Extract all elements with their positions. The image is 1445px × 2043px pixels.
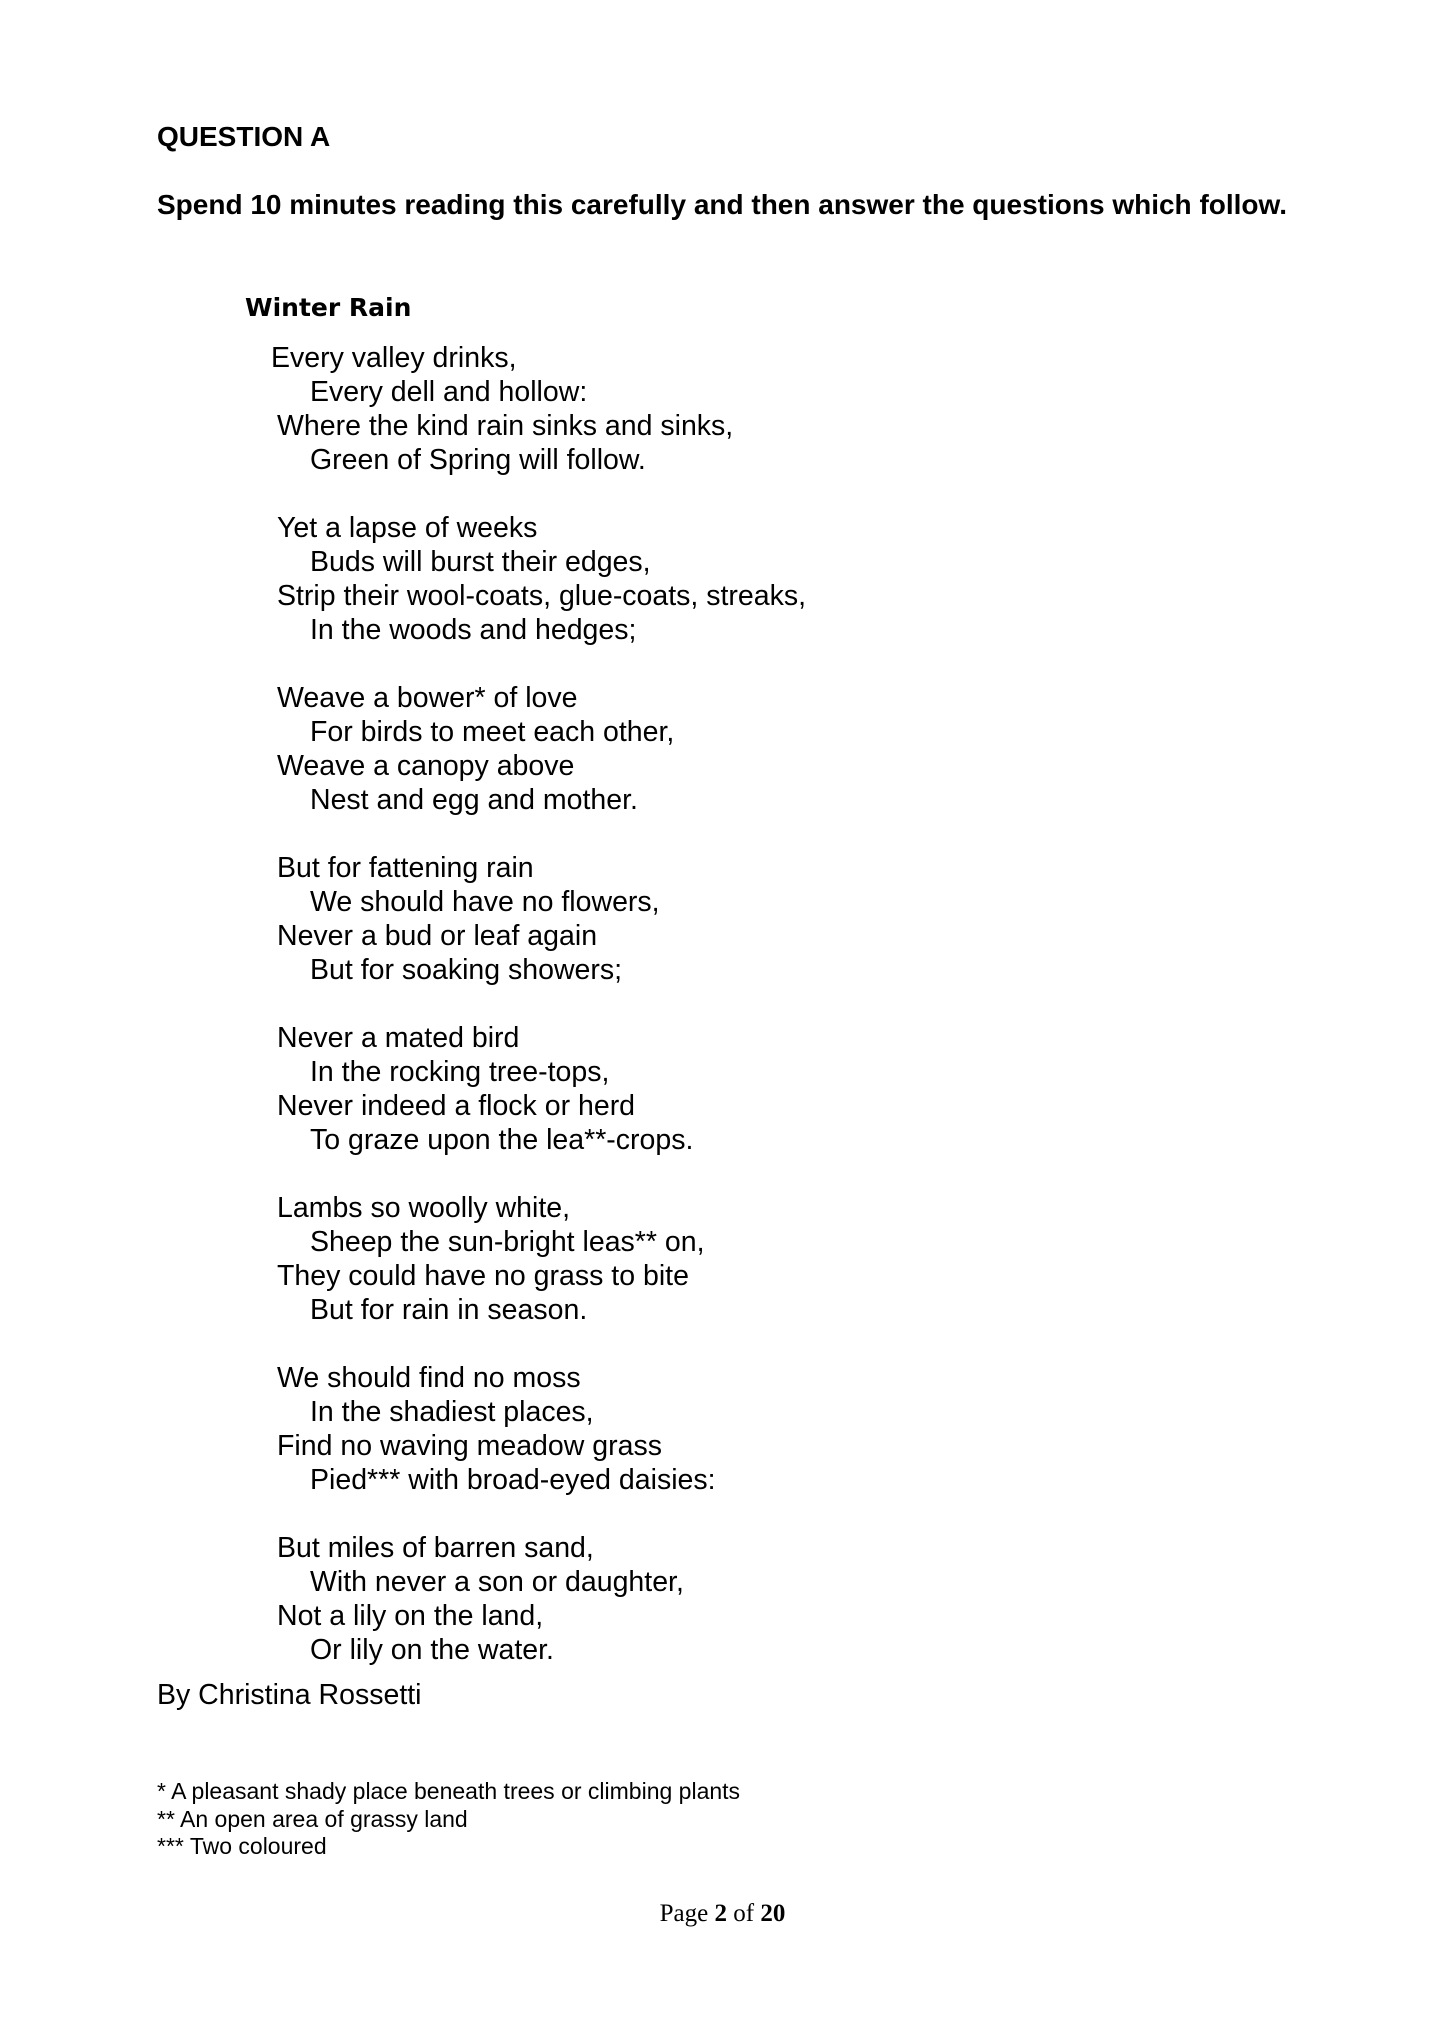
page-total: 20: [760, 1900, 786, 1927]
stanza: [277, 511, 806, 647]
poem-line: Nest and egg and mother.: [310, 784, 638, 816]
page-current: 2: [714, 1900, 728, 1927]
stanza: [277, 1531, 806, 1667]
poem-title: Winter Rain: [245, 293, 412, 322]
poem-line: Strip their wool-coats, glue-coats, streaks,: [277, 580, 807, 612]
poem-line: Green of Spring will follow.: [310, 444, 646, 476]
poem-line: Every dell and hollow:: [310, 376, 588, 408]
poem-author: By Christina Rossetti: [157, 1679, 422, 1711]
poem-line: Yet a lapse of weeks: [277, 512, 538, 544]
footnote: *** Two coloured: [157, 1833, 327, 1859]
poem-line: Weave a bower* of love: [277, 682, 578, 714]
page-number: [0, 1900, 1445, 1928]
poem-line: Never indeed a flock or herd: [277, 1090, 636, 1122]
poem-line: We should have no flowers,: [310, 886, 660, 918]
poem-line: Sheep the sun-bright leas** on,: [310, 1226, 705, 1258]
footnote: ** An open area of grassy land: [157, 1805, 468, 1832]
poem-line: In the rocking tree-tops,: [310, 1056, 610, 1088]
poem-line: In the woods and hedges;: [310, 614, 637, 646]
poem-line: Find no waving meadow grass: [277, 1430, 662, 1462]
poem-line: For birds to meet each other,: [310, 716, 675, 748]
poem-line: With never a son or daughter,: [310, 1566, 684, 1598]
poem-line: But for rain in season.: [310, 1294, 588, 1326]
poem-line: Where the kind rain sinks and sinks,: [277, 410, 734, 442]
poem-line: Buds will burst their edges,: [310, 546, 651, 578]
stanza: [277, 1361, 806, 1497]
poem-line: In the shadiest places,: [310, 1396, 594, 1428]
poem-line: Pied*** with broad-eyed daisies:: [310, 1464, 716, 1496]
poem-line: They could have no grass to bite: [277, 1260, 689, 1292]
footnotes: [157, 1778, 740, 1861]
stanza: [277, 1021, 806, 1157]
poem-line: To graze upon the lea**-crops.: [310, 1124, 694, 1156]
stanza: [277, 851, 806, 987]
poem-line: Weave a canopy above: [277, 750, 575, 782]
stanza: [271, 341, 806, 477]
poem-line: But for soaking showers;: [310, 954, 623, 986]
poem-line: Lambs so woolly white,: [277, 1192, 571, 1224]
poem-line: Never a mated bird: [277, 1022, 520, 1054]
question-heading: QUESTION A: [157, 121, 331, 152]
stanza: [277, 681, 806, 817]
poem-line: Every valley drinks,: [271, 342, 517, 374]
poem-body: [271, 341, 807, 1667]
poem-line: Never a bud or leaf again: [277, 920, 598, 952]
instruction-text: Spend 10 minutes reading this carefully and then answer the questions which follow.: [157, 189, 1288, 220]
page-of-label: of: [733, 1900, 755, 1927]
poem-line: We should find no moss: [277, 1362, 581, 1394]
poem-line: But miles of barren sand,: [277, 1532, 594, 1564]
poem-line: Or lily on the water.: [310, 1634, 554, 1666]
footnote: * A pleasant shady place beneath trees or climbing plants: [157, 1778, 741, 1804]
poem-line: But for fattening rain: [277, 852, 534, 884]
poem-line: Not a lily on the land,: [277, 1600, 544, 1632]
stanza: [277, 1191, 806, 1327]
page-prefix: Page: [659, 1900, 709, 1927]
